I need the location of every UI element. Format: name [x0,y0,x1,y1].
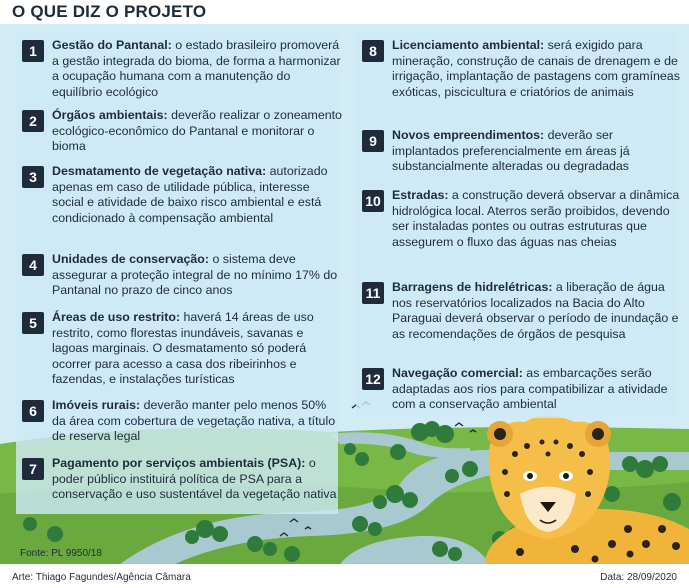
credit-note: Arte: Thiago Fagundes/Agência Câmara [12,572,191,583]
item-heading: Navegação comercial: [392,366,523,380]
item-number-badge: 9 [362,130,384,152]
item-heading: Desmatamento de vegetação nativa: [52,164,267,178]
right-column [356,32,678,418]
item-text: a construção deverá observar a dinâmica hidrológica local. Aterros serão proibidos, devendo ser instaladas pontes ou outras estruturas que assegurem o fluxo das águas nas cheias [392,188,680,249]
item-number-badge: 7 [22,458,44,480]
date-note: Data: 28/09/2020 [600,572,677,583]
item-text: haverá 14 áreas de uso restrito, como florestas inundáveis, savanas e lagoas marginais. O desmatamento só poderá ocorrer para acesso a casa dos ribeirinhos e fazendas, e instalações turísticas [52,310,314,387]
item-text: deverão realizar o zoneamento ecológico-econômico do Pantanal e monitorar o bioma [52,108,342,154]
item-number-badge: 5 [22,312,44,334]
item-heading: Gestão do Pantanal: [52,38,172,52]
item-heading: Estradas: [392,188,449,202]
item-number-badge: 11 [362,282,384,304]
item-text: deverão manter pelo menos 50% da área com cobertura de vegetação nativa, a título de reserva legal [52,398,336,444]
item-number-badge: 3 [22,166,44,188]
item-text: a liberação de água nos reservatórios localizados na Bacia do Alto Paraguai deverá observar o período de inundação e as recomendações de órgãos de pesquisa [392,280,679,341]
item-heading: Novos empreendimentos: [392,128,545,142]
item-text: o poder público instituirá política de PSA para a conservação e uso sustentável da vegetação nativa [52,456,337,502]
item-text: será exigido para mineração, construção de canais de drenagem e de irrigação, implantação de pastagens com gramíneas exóticas, piscicultura e criatórios de animais [392,38,680,99]
item-number-badge: 2 [22,110,44,132]
item-heading: Pagamento por serviços ambientais (PSA): [52,456,306,470]
item-number-badge: 6 [22,400,44,422]
item-text: o estado brasileiro promoverá a gestão integrada do bioma, de forma a harmonizar a ocupação humana com a manutenção do equilíbrio ecológico [52,38,341,99]
item-heading: Licenciamento ambiental: [392,38,545,52]
item-text: as embarcações serão adaptadas aos rios para compatibilizar a atividade com a conservação ambiental [392,366,668,412]
item-number-badge: 8 [362,40,384,62]
page-title: O QUE DIZ O PROJETO [12,2,207,21]
item-heading: Barragens de hidrelétricas: [392,280,553,294]
item-number-badge: 10 [362,190,384,212]
item-text: o sistema deve assegurar a proteção integral de no mínimo 17% do Pantanal no prazo de cinco anos [52,252,338,298]
left-column [16,32,342,514]
item-heading: Áreas de uso restrito: [52,310,181,324]
item-number-badge: 1 [22,40,44,62]
source-note: Fonte: PL 9950/18 [20,548,102,559]
item-heading: Imóveis rurais: [52,398,141,412]
item-number-badge: 4 [22,254,44,276]
infographic-panel [0,24,689,564]
item-text: autorizado apenas em caso de utilidade pública, interesse social e atividade de baixo risco ambiental e está condicionado à compensação ambiental [52,164,328,225]
item-number-badge: 12 [362,368,384,390]
item-text: deverão ser implantados preferencialmente em áreas já substancialmente alteradas ou degradadas [392,128,630,174]
item-heading: Unidades de conservação: [52,252,210,266]
item-heading: Órgãos ambientais: [52,108,168,122]
